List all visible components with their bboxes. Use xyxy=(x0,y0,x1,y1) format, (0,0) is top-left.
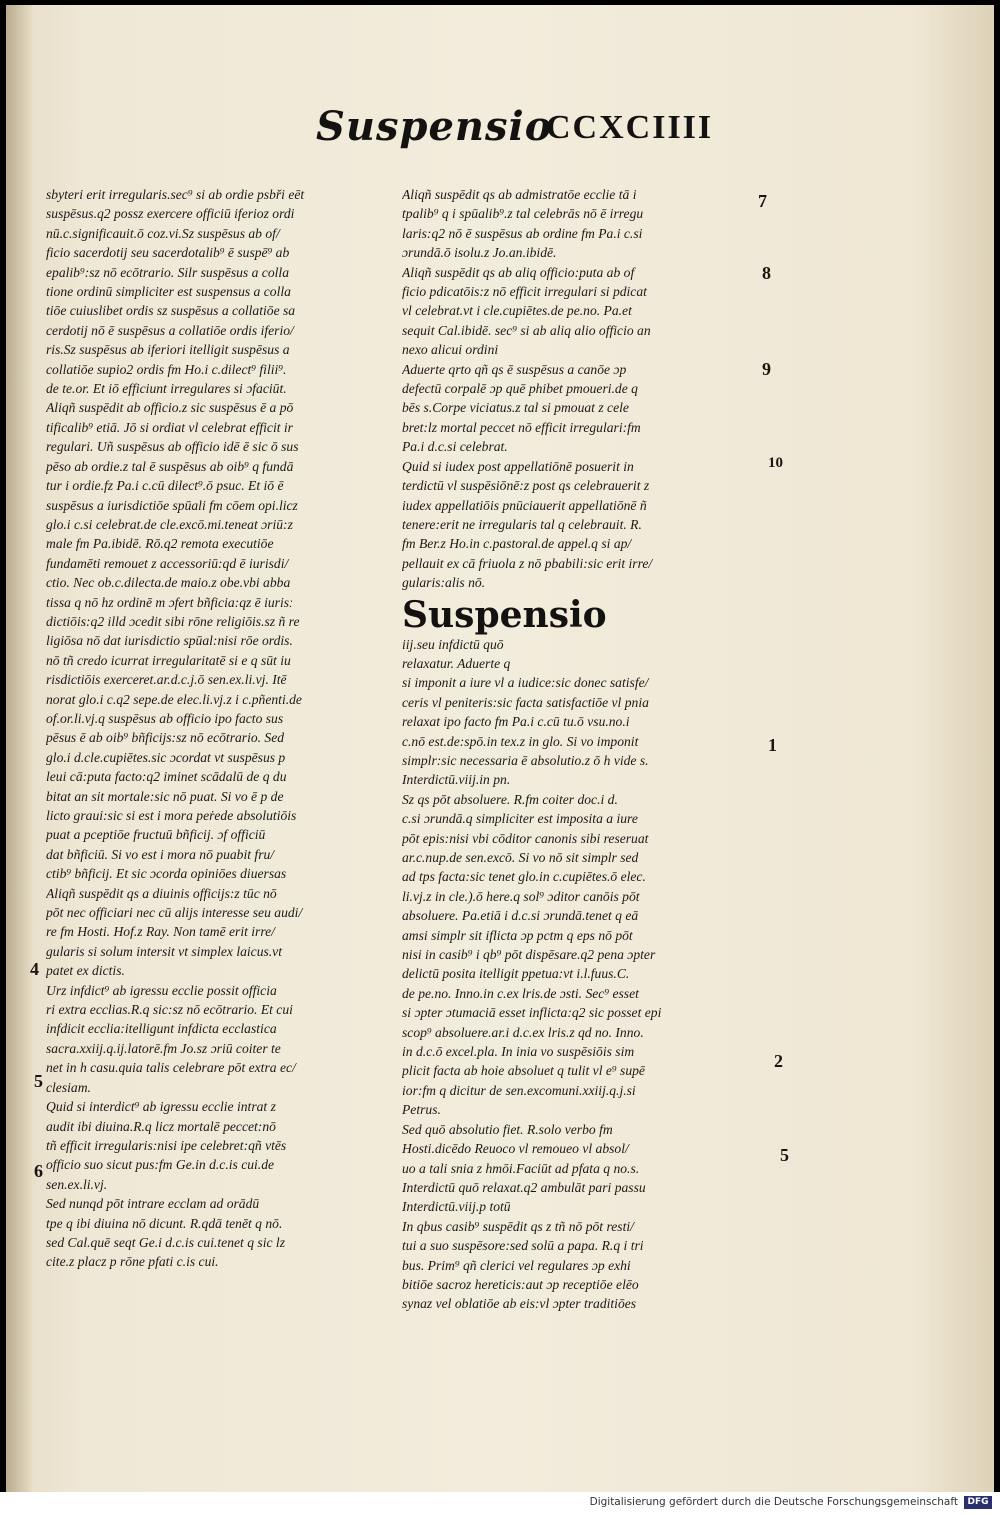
text-line: nū.c.significauit.ō coz.vi.Sz suspēsus ab of/ xyxy=(46,225,280,241)
text-line: epalib⁹:sz nō ecōtrario. Silr suspēsus a colla xyxy=(46,264,289,280)
text-line: plicit facta ab hoie absoluet q tulit vl e⁹ supē xyxy=(402,1063,645,1079)
text-line: puat a pceptiōe fructuū bñficij. ɔf officiū xyxy=(46,827,266,843)
text-line: of.or.li.vj.q suspēsus ab officio ipo facto sus xyxy=(46,710,284,726)
text-line: delictū posita itelligit ppetua:vt i.l.fuus.C. xyxy=(402,966,630,982)
text-line: patet ex dictis. xyxy=(46,963,125,979)
text-line: Interdictū.viij.in pn. xyxy=(402,772,511,788)
text-line: gularis:alis nō. xyxy=(402,575,486,591)
text-line: tissa q nō hz ordinē m ɔfert bñficia:qz ē iurisː xyxy=(46,594,293,610)
text-line: absoluere. Pa.etiā i d.c.si ɔrundā.tenet q eā xyxy=(402,908,639,924)
margin-number: 5 xyxy=(34,1071,43,1091)
text-line: sen.ex.li.vj. xyxy=(46,1176,108,1192)
text-line: Sed nunqd pōt intrare ecclam ad orādū xyxy=(46,1196,260,1212)
text-line: collatiōe supio2 ordis fm Ho.i c.dilect⁹ filii⁹. xyxy=(46,361,287,377)
text-line: dat bñficiū. Si vo est i mora nō puabit fru/ xyxy=(46,846,275,862)
text-line: tpalib⁹ q i spūalib⁹.z tal celebrās nō ē irregu xyxy=(402,206,644,222)
text-line: ficio pdicatōis:z nō efficit irregulari si pdicat xyxy=(402,284,647,300)
text-line: bitat an sit mortale:sic nō puat. Si vo ē p de xyxy=(46,788,284,804)
margin-number: 7 xyxy=(758,191,767,211)
section-suspensio-block xyxy=(402,595,746,790)
text-line: ris.Sz suspēsus ab iferiori itelligit suspēsus a xyxy=(46,342,290,358)
text-line: In qbus casib⁹ suspēdit qs z tñ nō pōt resti/ xyxy=(402,1218,634,1234)
digitization-footer xyxy=(0,1492,1000,1515)
text-line: de te.or. Et iō efficiunt irregulares si ɔfaciūt. xyxy=(46,381,287,397)
text-line: Aduerte qrto qñ qs ē suspēsus a canōe ɔp xyxy=(402,361,627,377)
text-line: scop⁹ absoluere.ar.i d.c.ex lris.z qd no. Inno. xyxy=(402,1024,644,1040)
text-line: norat glo.i c.q2 sepe.de elec.li.vj.z i c.pñenti.de xyxy=(46,691,302,707)
text-line: terdictū vl suspēsiōnē:z post qs celebrauerit z xyxy=(402,478,650,494)
text-line: pellauit ex cā friuola z nō pbabili:sic erit irre/ xyxy=(402,555,653,571)
text-line: dictiōis:q2 illd ɔcedit sibi rōne religiōis.sz ñ re xyxy=(46,613,300,629)
text-line: pēso ab ordie.z tal ē suspēsus ab oib⁹ q fundā xyxy=(46,458,294,474)
margin-number: 5 xyxy=(780,1145,789,1165)
text-line: tione ordinū simpliciter est suspensus a colla xyxy=(46,284,291,300)
text-line: Quid si interdict⁹ ab igressu ecclie intrat z xyxy=(46,1099,276,1115)
text-line: tur i ordie.fz Pa.i c.cū dilect⁹.ō psuc. Et iō ē xyxy=(46,478,284,494)
text-line: clesiam. xyxy=(46,1079,91,1095)
text-line: ctio. Nec ob.c.dilecta.de maio.z obe.vbi abba xyxy=(46,575,291,591)
text-line: nexo alicui ordini xyxy=(402,342,499,358)
text-line: male fm Pa.ibidē. Rō.q2 remota executiōe xyxy=(46,536,274,552)
text-line: ior:fm q dicitur de sen.excomuni.xxiij.q.j.si xyxy=(402,1082,636,1098)
text-line: si imponit a iure vl a iudice:sic donec satisfe/ xyxy=(402,675,649,691)
text-line: Quid si iudex post appellatiōnē posuerit in xyxy=(402,458,634,474)
text-line: li.vj.z in cle.).ō here.q sol⁹ ɔditor canōis pōt xyxy=(402,888,640,904)
text-line: Interdictū quō relaxat.q2 ambulāt pari passu xyxy=(402,1179,646,1195)
right-text-column xyxy=(402,185,746,1314)
text-line: pōt nec officiari nec cū alijs interesse seu audi/ xyxy=(46,905,303,921)
text-line: bēs s.Corpe viciatus.z tal si pmouat z cele xyxy=(402,400,629,416)
text-line: si ɔpter ɔtumaciā esset inflicta:q2 sic posset epi xyxy=(402,1005,662,1021)
text-line: ɔrundā.ō isolu.z Jo.an.ibidē. xyxy=(402,245,557,261)
text-line: Interdictū.viij.p totū xyxy=(402,1199,511,1215)
text-line: cite.z placz p rōne pfati c.is cui. xyxy=(46,1254,219,1270)
text-line: iij.seu infdictū quō xyxy=(402,636,504,652)
text-line: fundamēti remouet z accessoriū:qd ē iurisdi/ xyxy=(46,555,289,571)
section-heading: Suspensio xyxy=(402,593,607,636)
text-line: infdicit ecclia:itelligunt infdicta ecclastica xyxy=(46,1021,277,1037)
text-line: Pa.i d.c.si celebrat. xyxy=(402,439,508,455)
text-line: simplr:sic necessaria ē absolutio.z ō h vide s. xyxy=(402,752,649,768)
text-line: Aliqñ suspēdit qs ab aliq officio:puta ab of xyxy=(402,264,635,280)
text-line: suspēsus a iurisdictiōe spūali fm cōem opi.licz xyxy=(46,497,298,513)
text-line: audit ibi diuina.R.q licz mortalē peccet:nō xyxy=(46,1118,276,1134)
text-line: de pe.no. Inno.in c.ex lris.de ɔsti. Sec⁹ esset xyxy=(402,985,639,1001)
left-text-column xyxy=(46,185,386,1272)
text-line: relaxat ipo facto fm Pa.i c.cū tu.ō vsu.no.i xyxy=(402,714,630,730)
text-line: nō tñ credo icurrat irregularitatē si e q sūt iu xyxy=(46,652,291,668)
text-line: in d.c.ō excel.pla. In inia vo suspēsiōis sim xyxy=(402,1044,635,1060)
dfg-logo-icon: DFG xyxy=(964,1496,992,1509)
margin-number: 6 xyxy=(34,1161,43,1181)
text-line: fm Ber.z Ho.in c.pastoral.de appel.q si ap/ xyxy=(402,536,632,552)
text-line: tenere:erit ne irregularis tal q celebrauit. R. xyxy=(402,516,642,532)
right-column-bottom-block xyxy=(402,790,746,1314)
text-line: Urz infdict⁹ ab igressu ecclie possit officia xyxy=(46,982,277,998)
page-title: Suspensio xyxy=(316,103,553,150)
text-line: ligiōsa nō dat iurisdictio spūal:nisi rōe ordis. xyxy=(46,633,293,649)
text-line: laris:q2 nō ē suspēsus ab ordine fm Pa.i c.si xyxy=(402,225,643,241)
page-gutter xyxy=(6,5,32,1492)
text-line: Aliqñ suspēdit qs ab admistratōe ecclie tā i xyxy=(402,187,637,202)
folio-number: CCXCIIII xyxy=(546,109,714,146)
text-line: tñ efficit irregularis:nisi ipe celebret:qñ vtēs xyxy=(46,1137,287,1153)
text-line: ctib⁹ bñficij. Et sic ɔcorda opiniōes diuersas xyxy=(46,866,287,882)
text-line: sequit Cal.ibidē. sec⁹ si ab aliq alio officio an xyxy=(402,322,651,338)
section-intro-lines-b xyxy=(402,673,746,789)
text-line: officio suo sicut pus:fm Ge.in d.c.is cui.de xyxy=(46,1157,275,1173)
margin-number: 4 xyxy=(30,959,39,979)
text-line: Sz qs pōt absoluere. R.fm coiter doc.i d. xyxy=(402,791,618,807)
text-line: vl celebrat.vt i cle.cupiētes.de pe.no. Pa.et xyxy=(402,303,632,319)
text-line: tiōe cuiuslibet ordis sz suspēsus a collatiōe sa xyxy=(46,303,296,319)
text-line: Aliqñ suspēdit ab officio.z sic suspēsus ē a pō xyxy=(46,400,294,416)
text-line: bret:lz mortal peccet nō efficit irregulari:fm xyxy=(402,419,641,435)
text-line: Petrus. xyxy=(402,1102,441,1118)
text-line: c.si ɔrundā.q simpliciter est imposita a iure xyxy=(402,811,638,827)
book-page xyxy=(6,5,994,1492)
text-line: ri extra ecclias.R.q sic:sz nō ecōtrario. Et cui xyxy=(46,1002,293,1018)
text-line: Sed quō absolutio fiet. R.solo verbo fm xyxy=(402,1121,613,1137)
text-line: re fm Hosti. Hof.z Ray. Non tamē erit irre/ xyxy=(46,924,275,940)
text-line: Aliqñ suspēdit qs a diuinis officijs:z tūc nō xyxy=(46,885,277,901)
margin-number: 8 xyxy=(762,263,771,283)
text-line: uo a tali snia z hmōi.Faciūt ad pfata q no.s. xyxy=(402,1160,640,1176)
margin-number: 2 xyxy=(774,1051,783,1071)
running-header xyxy=(306,103,726,163)
margin-number: 1 xyxy=(768,735,777,755)
text-line: c.nō est.de:spō.in tex.z in glo. Si vo imponit xyxy=(402,733,639,749)
text-line: risdictiōis exerceret.ar.d.c.j.ō sen.ex.li.vj. Itē xyxy=(46,672,287,688)
text-line: iudex appellatiōis pnūciauerit appellatiōnē ñ xyxy=(402,497,647,513)
text-line: gularis si solum intersit vt simplex laicus.vt xyxy=(46,943,282,959)
text-line: tpe q ibi diuina nō dicunt. R.qdā tenēt q nō. xyxy=(46,1215,283,1231)
footer-credit: Digitalisierung gefördert durch die Deutsche Forschungsgemeinschaft xyxy=(589,1496,958,1508)
text-line: synaz vel oblatiōe ab eis:vl ɔpter traditiōes xyxy=(402,1296,637,1312)
text-line: glo.i c.si celebrat.de cle.excō.mi.teneat ɔriū:z xyxy=(46,516,293,532)
text-line: sacra.xxiij.q.ij.latorē.fm Jo.sz ɔriū coiter te xyxy=(46,1040,281,1056)
text-line: suspēsus.q2 possz exercere officiū iferioz ordi xyxy=(46,206,295,222)
text-line: amsi simplr sit iflicta ɔp pctm q eps nō pōt xyxy=(402,927,633,943)
text-line: leui cā:puta facto:q2 iminet scādalū de q du xyxy=(46,769,287,785)
text-line: tificalib⁹ etiā. Jō si ordiat vl celebrat efficit ir xyxy=(46,419,293,435)
text-line: glo.i d.cle.cupiētes.sic ɔcordat vt suspēsus p xyxy=(46,749,286,765)
text-line: pēsus ē ab oib⁹ bñficijs:sz nō ecōtrario. Sed xyxy=(46,730,285,746)
text-line: relaxatur. Aduerte q xyxy=(402,655,511,671)
margin-number: 10 xyxy=(768,455,783,471)
text-line: bus. Prim⁹ qñ clerici vel regulares ɔp exhi xyxy=(402,1257,631,1273)
text-line: sed Cal.quē seqt Ge.i d.c.is cui.tenet q sic lz xyxy=(46,1234,285,1250)
text-line: Hosti.dicēdo Reuoco vl remoueo vl absol/ xyxy=(402,1141,629,1157)
text-line: regulari. Uñ suspēsus ab officio idē ē sic ō sus xyxy=(46,439,299,455)
text-line: ad tps facta:sic tenet glo.in c.cupiētes.ō elec. xyxy=(402,869,646,885)
section-intro-lines-a xyxy=(402,635,552,674)
text-line: ceris vl peniteris:sic facta satisfactiōe vl pnia xyxy=(402,694,649,710)
text-line: defectū corpalē ɔp quē phibet pmoueri.de q xyxy=(402,381,638,397)
text-line: ar.c.nup.de sen.excō. Si vo nō sit simplr sed xyxy=(402,850,639,865)
text-line: pōt epis:nisi vbi cōditor canonis sibi reseruat xyxy=(402,830,649,846)
margin-number: 9 xyxy=(762,359,771,379)
text-line: licto graui:sic si est i mora peṙede absolutiōis xyxy=(46,808,297,823)
text-line: tui a suo suspēsore:sed solū a papa. R.q i tri xyxy=(402,1238,644,1254)
text-line: bitiōe sacroz hereticis:aut ɔp receptiōe elēo xyxy=(402,1276,639,1292)
text-line: cerdotij nō ē suspēsus a collatiōe ordis iferio/ xyxy=(46,322,294,338)
text-line: ficio sacerdotij seu sacerdotalib⁹ ē suspē⁹ ab xyxy=(46,245,290,261)
text-line: sbyteri erit irregularis.sec⁹ si ab ordie psbři eēt xyxy=(46,187,305,202)
text-line: nisi in casib⁹ i qb⁹ pōt dispēsare.q2 pena ɔpter xyxy=(402,947,656,963)
right-column-top-block xyxy=(402,185,746,593)
text-line: net in h casu.quia talis celebrare pōt extra ec/ xyxy=(46,1060,296,1076)
